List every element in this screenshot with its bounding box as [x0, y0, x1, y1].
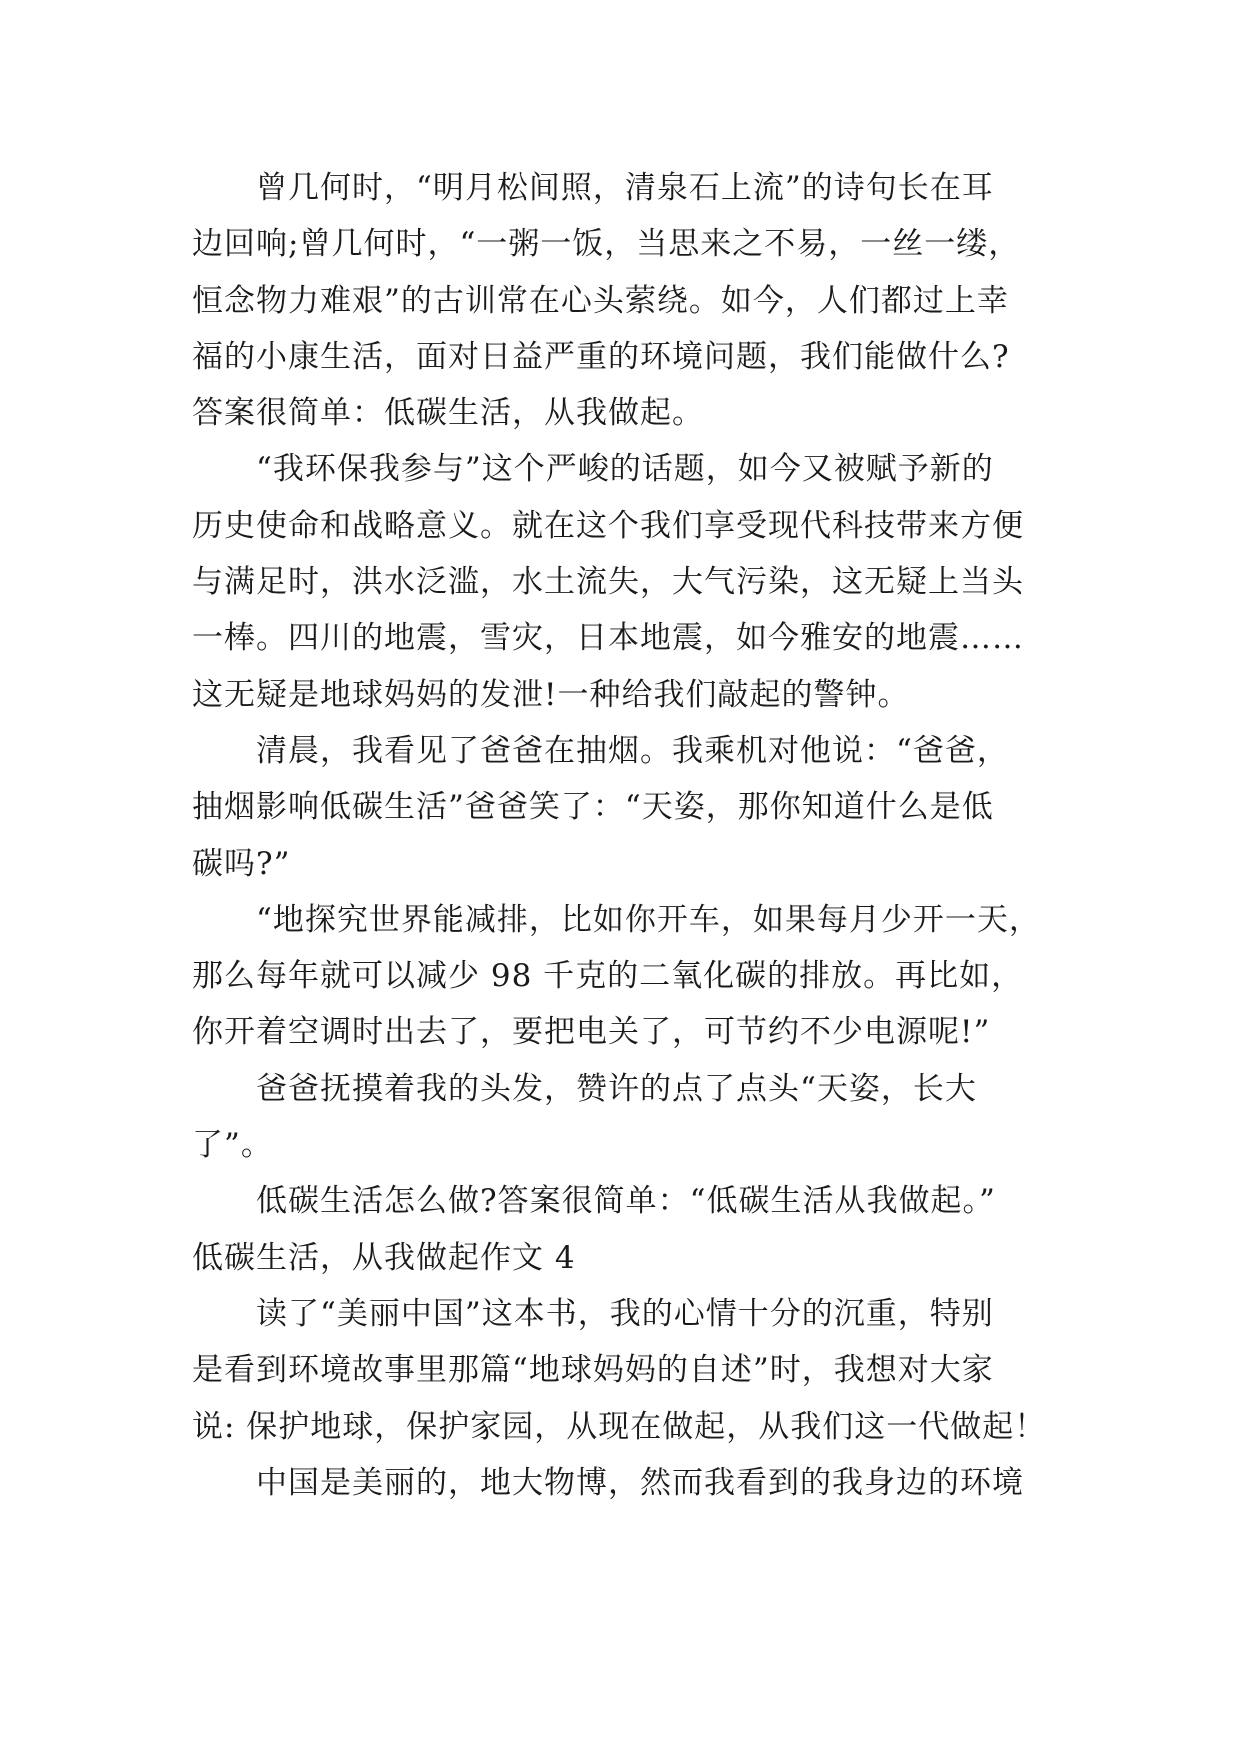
text-line: 说: 保护地球，保护家园，从现在做起，从我们这一代做起！	[192, 1408, 1047, 1445]
text-line: 碳吗?”	[192, 845, 291, 882]
section-heading: 低碳生活，从我做起作文 4	[192, 1239, 576, 1276]
essay-body	[192, 160, 1062, 1511]
text-line: 历史使命和战略意义。就在这个我们享受现代科技带来方便	[192, 507, 1024, 544]
text-line: 了”。	[192, 1127, 273, 1164]
text-line: 答案很简单：低碳生活，从我做起。	[192, 395, 704, 432]
text-line: 边回响;曾几何时，“一粥一饭，当思来之不易，一丝一缕，	[192, 226, 1021, 263]
text-line: 恒念物力难艰”的古训常在心头萦绕。如今，人们都过上幸	[192, 282, 1009, 319]
text-line: “我环保我参与”这个严峻的话题，如今又被赋予新的	[256, 451, 994, 488]
text-line: 那么每年就可以减少 98 千克的二氧化碳的排放。再比如，	[192, 958, 1024, 995]
text-line: 你开着空调时出去了，要把电关了，可节约不少电源呢!”	[192, 1014, 991, 1051]
text-line: “地探究世界能减排，比如你开车，如果每月少开一天，	[256, 901, 1041, 938]
text-line: 这无疑是地球妈妈的发泄!一种给我们敲起的警钟。	[192, 676, 910, 713]
text-line: 与满足时，洪水泛滥，水土流失，大气污染，这无疑上当头	[192, 564, 1024, 601]
text-line: 爸爸抚摸着我的头发，赞许的点了点头“天姿，长大	[256, 1070, 977, 1107]
text-line: 清晨，我看见了爸爸在抽烟。我乘机对他说：“爸爸，	[256, 732, 1009, 769]
text-line: 曾几何时，“明月松间照，清泉石上流”的诗句长在耳	[256, 170, 994, 206]
text-line: 中国是美丽的，地大物博，然而我看到的我身边的环境	[256, 1464, 1024, 1501]
text-line: 一棒。四川的地震，雪灾，日本地震，如今雅安的地震……	[192, 620, 1024, 657]
text-line: 读了“美丽中国”这本书，我的心情十分的沉重，特别	[256, 1295, 994, 1332]
text-line: 福的小康生活，面对日益严重的环境问题，我们能做什么?	[192, 338, 1010, 375]
text-line: 抽烟影响低碳生活”爸爸笑了：“天姿，那你知道什么是低	[192, 789, 994, 826]
text-line: 低碳生活怎么做?答案很简单：“低碳生活从我做起。”	[256, 1183, 996, 1220]
text-line: 是看到环境故事里那篇“地球妈妈的自述”时，我想对大家	[192, 1352, 994, 1389]
